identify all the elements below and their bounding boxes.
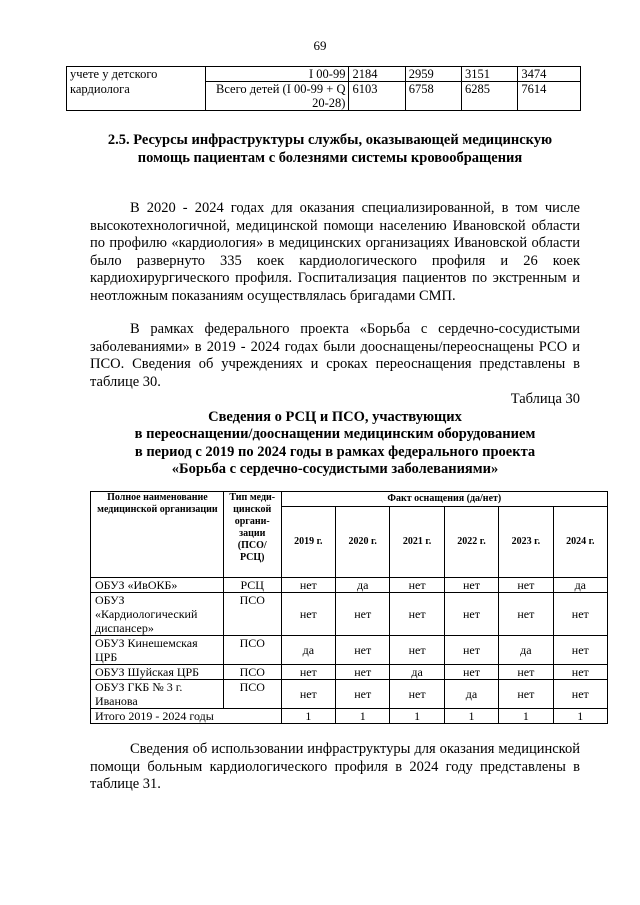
cell-value: нет <box>499 593 553 636</box>
org-name: ОБУЗ «Кардиологический диспансер» <box>91 593 224 636</box>
table-header-row <box>91 492 608 507</box>
cell-value: нет <box>444 578 498 593</box>
header-year: 2022 г. <box>444 507 498 578</box>
cell-value: 7614 <box>518 82 581 111</box>
cell-value: да <box>553 578 607 593</box>
org-type: РСЦ <box>223 578 281 593</box>
cell-value: 3474 <box>518 67 581 82</box>
table-row <box>67 67 581 82</box>
table-row <box>91 636 608 665</box>
cell-value: нет <box>336 680 390 709</box>
cell-value: 6285 <box>462 82 518 111</box>
cell-value: нет <box>390 593 444 636</box>
cell-value: нет <box>390 680 444 709</box>
cell-value: 1 <box>281 709 335 724</box>
cell-value: нет <box>336 636 390 665</box>
header-year: 2023 г. <box>499 507 553 578</box>
cell-value: да <box>336 578 390 593</box>
cell-value: 1 <box>390 709 444 724</box>
paragraph: В рамках федерального проекта «Борьба с сердечно-сосудистыми заболеваниями» в 2019 - 2024 годах были дооснащены/переоснащены РСО и ПСО. Сведения об учреждениях и сроках переоснащения представлены в таблице 30. <box>90 321 580 390</box>
page-number: 69 <box>313 38 327 53</box>
org-name: ОБУЗ Шуйская ЦРБ <box>91 665 224 680</box>
table-row <box>91 665 608 680</box>
cell-value: 2959 <box>405 67 461 82</box>
cell-value: 1 <box>336 709 390 724</box>
paragraph: Сведения об использовании инфраструктуры для оказания медицинской помощи больным кардиологического профиля в 2024 году представлены в таблице 31. <box>90 741 580 793</box>
cell-value: нет <box>281 593 335 636</box>
org-name: ОБУЗ «ИвОКБ» <box>91 578 224 593</box>
cell-value: 1 <box>553 709 607 724</box>
table-row <box>91 578 608 593</box>
header-year: 2024 г. <box>553 507 607 578</box>
cell-value: нет <box>281 578 335 593</box>
cell-value: 6758 <box>405 82 461 111</box>
cell-value: 1 <box>444 709 498 724</box>
cell-value: нет <box>499 680 553 709</box>
continued-table <box>66 66 581 111</box>
row-category: Всего детей (I 00-99 + Q 20-28) <box>206 82 349 111</box>
table-row <box>91 680 608 709</box>
table-title: Сведения о РСЦ и ПСО, участвующих в переоснащении/дооснащении медицинским оборудованием в период с 2019 по 2024 годы в рамках федерального проекта «Борьба с сердечно-сосудистыми заболеваниями» <box>134 409 536 478</box>
header-fact: Факт оснащения (да/нет) <box>281 492 607 507</box>
org-name: ОБУЗ Кинешемская ЦРБ <box>91 636 224 665</box>
total-label: Итого 2019 - 2024 годы <box>91 709 282 724</box>
cell-value: да <box>390 665 444 680</box>
section-title: 2.5. Ресурсы инфраструктуры службы, оказывающей медицинскую помощь пациентам с болезнями системы кровообращения <box>107 132 553 166</box>
table-row <box>67 82 581 111</box>
cell-value: 1 <box>499 709 553 724</box>
cell-value: нет <box>499 665 553 680</box>
cell-value: да <box>444 680 498 709</box>
cell-value: нет <box>553 665 607 680</box>
table-label: Таблица 30 <box>510 391 580 407</box>
cell-value: 2184 <box>349 67 405 82</box>
equipment-table <box>90 491 608 724</box>
cell-value: нет <box>553 636 607 665</box>
header-year: 2019 г. <box>281 507 335 578</box>
org-name: ОБУЗ ГКБ № 3 г. Иванова <box>91 680 224 709</box>
org-type: ПСО <box>223 636 281 665</box>
cell-value: нет <box>336 593 390 636</box>
cell-value: да <box>499 636 553 665</box>
table-row <box>91 593 608 636</box>
cell-value: нет <box>444 665 498 680</box>
header-org: Полное наименование медицинской организации <box>91 492 224 578</box>
row-label: кардиолога <box>67 82 206 111</box>
cell-value: да <box>281 636 335 665</box>
org-type: ПСО <box>223 593 281 636</box>
cell-value: нет <box>336 665 390 680</box>
cell-value: нет <box>499 578 553 593</box>
org-type: ПСО <box>223 665 281 680</box>
cell-value: 3151 <box>462 67 518 82</box>
header-year: 2021 г. <box>390 507 444 578</box>
cell-value: нет <box>444 636 498 665</box>
cell-value: нет <box>281 680 335 709</box>
cell-value: нет <box>390 578 444 593</box>
row-label: учете у детского <box>67 67 206 82</box>
cell-value: 6103 <box>349 82 405 111</box>
row-category: I 00-99 <box>206 67 349 82</box>
cell-value: нет <box>553 680 607 709</box>
table-total-row <box>91 709 608 724</box>
cell-value: нет <box>444 593 498 636</box>
org-type: ПСО <box>223 680 281 709</box>
cell-value: нет <box>553 593 607 636</box>
header-type: Тип меди-цинской органи-зации (ПСО/ РСЦ) <box>223 492 281 578</box>
paragraph: В 2020 - 2024 годах для оказания специализированной, в том числе высокотехнологичной, медицинской помощи населению Ивановской области по профилю «кардиология» в медицинских организациях Ивановской области было развернуто 335 коек кардиологического профиля и 26 коек кардиохирургического профиля. Госпитализация пациентов по экстренным и неотложным показаниям осуществлялась бригадами СМП. <box>90 200 580 304</box>
cell-value: нет <box>390 636 444 665</box>
header-year: 2020 г. <box>336 507 390 578</box>
cell-value: нет <box>281 665 335 680</box>
